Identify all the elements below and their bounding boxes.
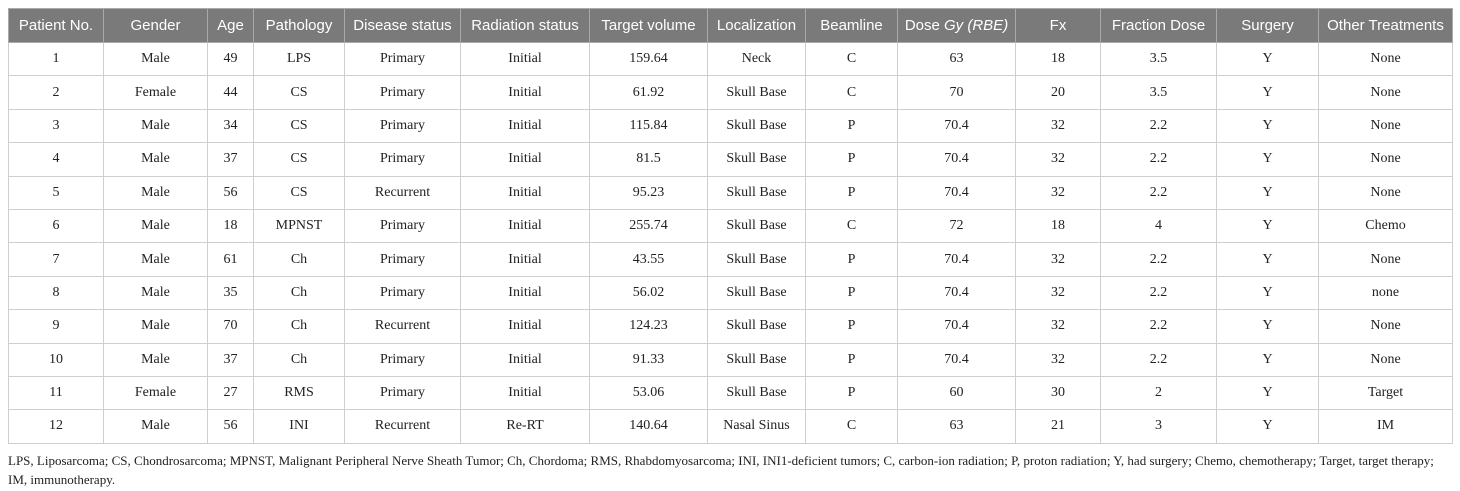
cell-radiation-status: Initial bbox=[461, 376, 590, 409]
cell-age: 56 bbox=[208, 176, 254, 209]
cell-target-volume: 91.33 bbox=[590, 343, 708, 376]
cell-dose: 70.4 bbox=[898, 243, 1016, 276]
cell-dose: 70.4 bbox=[898, 310, 1016, 343]
cell-patient-no: 8 bbox=[9, 276, 104, 309]
cell-dose: 70.4 bbox=[898, 276, 1016, 309]
cell-surgery: Y bbox=[1217, 343, 1319, 376]
cell-fx: 32 bbox=[1016, 276, 1101, 309]
cell-pathology: INI bbox=[254, 410, 345, 443]
cell-target-volume: 95.23 bbox=[590, 176, 708, 209]
cell-localization: Skull Base bbox=[708, 310, 806, 343]
cell-pathology: Ch bbox=[254, 243, 345, 276]
table-row bbox=[9, 243, 1453, 276]
cell-fraction-dose: 2.2 bbox=[1101, 109, 1217, 142]
cell-patient-no: 3 bbox=[9, 109, 104, 142]
table-row bbox=[9, 76, 1453, 109]
cell-disease-status: Primary bbox=[345, 109, 461, 142]
cell-dose: 70.4 bbox=[898, 143, 1016, 176]
table-row bbox=[9, 276, 1453, 309]
table-footnote: LPS, Liposarcoma; CS, Chondrosarcoma; MPNST, Malignant Peripheral Nerve Sheath Tumor; Ch, Chordoma; RMS, Rhabdomyosarcoma; INI, INI1-deficient tumors; C, carbon-ion radiation; P, proton radiation; Y, had surgery; Chemo, chemotherapy; Target, target therapy; IM, immunotherapy. bbox=[8, 452, 1434, 487]
cell-pathology: Ch bbox=[254, 276, 345, 309]
cell-gender: Male bbox=[104, 143, 208, 176]
cell-localization: Nasal Sinus bbox=[708, 410, 806, 443]
cell-fraction-dose: 2.2 bbox=[1101, 276, 1217, 309]
cell-gender: Male bbox=[104, 410, 208, 443]
cell-fraction-dose: 2.2 bbox=[1101, 310, 1217, 343]
cell-surgery: Y bbox=[1217, 209, 1319, 242]
cell-age: 37 bbox=[208, 143, 254, 176]
cell-surgery: Y bbox=[1217, 276, 1319, 309]
cell-beamline: P bbox=[806, 276, 898, 309]
cell-fx: 30 bbox=[1016, 376, 1101, 409]
cell-surgery: Y bbox=[1217, 310, 1319, 343]
table-row bbox=[9, 143, 1453, 176]
cell-gender: Male bbox=[104, 276, 208, 309]
cell-other-treatments: IM bbox=[1319, 410, 1453, 443]
header-radiation-status: Radiation status bbox=[461, 9, 590, 43]
cell-dose: 72 bbox=[898, 209, 1016, 242]
header-fraction-dose: Fraction Dose bbox=[1101, 9, 1217, 43]
header-patient-no: Patient No. bbox=[9, 9, 104, 43]
cell-patient-no: 2 bbox=[9, 76, 104, 109]
cell-gender: Male bbox=[104, 43, 208, 76]
cell-disease-status: Primary bbox=[345, 376, 461, 409]
cell-disease-status: Primary bbox=[345, 143, 461, 176]
cell-radiation-status: Initial bbox=[461, 343, 590, 376]
header-fx: Fx bbox=[1016, 9, 1101, 43]
cell-fx: 32 bbox=[1016, 243, 1101, 276]
cell-radiation-status: Initial bbox=[461, 176, 590, 209]
cell-gender: Female bbox=[104, 376, 208, 409]
cell-patient-no: 4 bbox=[9, 143, 104, 176]
table-row bbox=[9, 209, 1453, 242]
table-header-row bbox=[9, 9, 1453, 43]
cell-target-volume: 61.92 bbox=[590, 76, 708, 109]
cell-patient-no: 5 bbox=[9, 176, 104, 209]
cell-fx: 18 bbox=[1016, 43, 1101, 76]
cell-localization: Skull Base bbox=[708, 343, 806, 376]
cell-pathology: MPNST bbox=[254, 209, 345, 242]
cell-dose: 63 bbox=[898, 43, 1016, 76]
cell-pathology: CS bbox=[254, 109, 345, 142]
cell-radiation-status: Initial bbox=[461, 76, 590, 109]
cell-age: 49 bbox=[208, 43, 254, 76]
cell-other-treatments: none bbox=[1319, 276, 1453, 309]
cell-target-volume: 140.64 bbox=[590, 410, 708, 443]
cell-dose: 70.4 bbox=[898, 176, 1016, 209]
cell-other-treatments: None bbox=[1319, 143, 1453, 176]
cell-radiation-status: Initial bbox=[461, 310, 590, 343]
cell-beamline: P bbox=[806, 243, 898, 276]
cell-patient-no: 11 bbox=[9, 376, 104, 409]
cell-fx: 32 bbox=[1016, 176, 1101, 209]
header-age: Age bbox=[208, 9, 254, 43]
table-row bbox=[9, 410, 1453, 443]
cell-other-treatments: None bbox=[1319, 343, 1453, 376]
cell-dose: 70.4 bbox=[898, 109, 1016, 142]
cell-radiation-status: Initial bbox=[461, 143, 590, 176]
cell-surgery: Y bbox=[1217, 43, 1319, 76]
header-other-treatments: Other Treatments bbox=[1319, 9, 1453, 43]
cell-age: 70 bbox=[208, 310, 254, 343]
cell-beamline: C bbox=[806, 410, 898, 443]
cell-gender: Female bbox=[104, 76, 208, 109]
cell-pathology: Ch bbox=[254, 343, 345, 376]
cell-fraction-dose: 2.2 bbox=[1101, 143, 1217, 176]
cell-gender: Male bbox=[104, 109, 208, 142]
cell-gender: Male bbox=[104, 310, 208, 343]
cell-age: 37 bbox=[208, 343, 254, 376]
cell-disease-status: Primary bbox=[345, 209, 461, 242]
cell-disease-status: Primary bbox=[345, 343, 461, 376]
cell-gender: Male bbox=[104, 209, 208, 242]
cell-gender: Male bbox=[104, 176, 208, 209]
cell-beamline: P bbox=[806, 143, 898, 176]
cell-beamline: C bbox=[806, 43, 898, 76]
cell-target-volume: 255.74 bbox=[590, 209, 708, 242]
cell-dose: 60 bbox=[898, 376, 1016, 409]
cell-beamline: P bbox=[806, 376, 898, 409]
header-disease-status: Disease status bbox=[345, 9, 461, 43]
header-dose-unit: Gy (RBE) bbox=[944, 17, 1009, 34]
cell-disease-status: Primary bbox=[345, 43, 461, 76]
cell-other-treatments: None bbox=[1319, 76, 1453, 109]
cell-fraction-dose: 2.2 bbox=[1101, 176, 1217, 209]
cell-disease-status: Primary bbox=[345, 276, 461, 309]
cell-beamline: P bbox=[806, 343, 898, 376]
cell-target-volume: 53.06 bbox=[590, 376, 708, 409]
cell-localization: Neck bbox=[708, 43, 806, 76]
cell-disease-status: Recurrent bbox=[345, 310, 461, 343]
cell-pathology: LPS bbox=[254, 43, 345, 76]
table-row bbox=[9, 310, 1453, 343]
cell-disease-status: Primary bbox=[345, 76, 461, 109]
cell-age: 61 bbox=[208, 243, 254, 276]
cell-surgery: Y bbox=[1217, 176, 1319, 209]
header-beamline: Beamline bbox=[806, 9, 898, 43]
cell-patient-no: 7 bbox=[9, 243, 104, 276]
cell-other-treatments: None bbox=[1319, 310, 1453, 343]
cell-patient-no: 9 bbox=[9, 310, 104, 343]
cell-fraction-dose: 3 bbox=[1101, 410, 1217, 443]
cell-radiation-status: Initial bbox=[461, 276, 590, 309]
cell-localization: Skull Base bbox=[708, 209, 806, 242]
cell-target-volume: 81.5 bbox=[590, 143, 708, 176]
cell-patient-no: 10 bbox=[9, 343, 104, 376]
cell-pathology: Ch bbox=[254, 310, 345, 343]
header-gender: Gender bbox=[104, 9, 208, 43]
table-row bbox=[9, 176, 1453, 209]
cell-fx: 18 bbox=[1016, 209, 1101, 242]
cell-dose: 70.4 bbox=[898, 343, 1016, 376]
cell-localization: Skull Base bbox=[708, 243, 806, 276]
table-row bbox=[9, 43, 1453, 76]
cell-pathology: RMS bbox=[254, 376, 345, 409]
cell-other-treatments: None bbox=[1319, 109, 1453, 142]
cell-beamline: C bbox=[806, 209, 898, 242]
cell-localization: Skull Base bbox=[708, 76, 806, 109]
cell-age: 44 bbox=[208, 76, 254, 109]
cell-surgery: Y bbox=[1217, 410, 1319, 443]
cell-beamline: P bbox=[806, 109, 898, 142]
cell-target-volume: 159.64 bbox=[590, 43, 708, 76]
cell-target-volume: 43.55 bbox=[590, 243, 708, 276]
cell-pathology: CS bbox=[254, 143, 345, 176]
header-target-volume: Target volume bbox=[590, 9, 708, 43]
cell-gender: Male bbox=[104, 243, 208, 276]
cell-age: 27 bbox=[208, 376, 254, 409]
cell-patient-no: 1 bbox=[9, 43, 104, 76]
cell-age: 56 bbox=[208, 410, 254, 443]
cell-localization: Skull Base bbox=[708, 276, 806, 309]
cell-other-treatments: Chemo bbox=[1319, 209, 1453, 242]
cell-other-treatments: None bbox=[1319, 43, 1453, 76]
cell-gender: Male bbox=[104, 343, 208, 376]
cell-target-volume: 115.84 bbox=[590, 109, 708, 142]
table-body bbox=[9, 43, 1453, 444]
patient-table bbox=[8, 8, 1453, 444]
cell-age: 18 bbox=[208, 209, 254, 242]
cell-fx: 20 bbox=[1016, 76, 1101, 109]
cell-age: 34 bbox=[208, 109, 254, 142]
cell-radiation-status: Re-RT bbox=[461, 410, 590, 443]
cell-radiation-status: Initial bbox=[461, 43, 590, 76]
cell-localization: Skull Base bbox=[708, 109, 806, 142]
cell-fx: 32 bbox=[1016, 143, 1101, 176]
cell-surgery: Y bbox=[1217, 243, 1319, 276]
cell-surgery: Y bbox=[1217, 376, 1319, 409]
header-dose-label: Dose bbox=[904, 17, 940, 34]
cell-surgery: Y bbox=[1217, 76, 1319, 109]
header-dose bbox=[898, 9, 1016, 43]
cell-patient-no: 12 bbox=[9, 410, 104, 443]
cell-fx: 21 bbox=[1016, 410, 1101, 443]
table-row bbox=[9, 376, 1453, 409]
cell-disease-status: Primary bbox=[345, 243, 461, 276]
cell-disease-status: Recurrent bbox=[345, 176, 461, 209]
table-container bbox=[8, 8, 1452, 489]
header-surgery: Surgery bbox=[1217, 9, 1319, 43]
cell-surgery: Y bbox=[1217, 109, 1319, 142]
header-pathology: Pathology bbox=[254, 9, 345, 43]
cell-localization: Skull Base bbox=[708, 143, 806, 176]
cell-dose: 63 bbox=[898, 410, 1016, 443]
cell-age: 35 bbox=[208, 276, 254, 309]
cell-localization: Skull Base bbox=[708, 376, 806, 409]
cell-fx: 32 bbox=[1016, 109, 1101, 142]
cell-pathology: CS bbox=[254, 176, 345, 209]
cell-target-volume: 124.23 bbox=[590, 310, 708, 343]
cell-localization: Skull Base bbox=[708, 176, 806, 209]
cell-disease-status: Recurrent bbox=[345, 410, 461, 443]
table-row bbox=[9, 109, 1453, 142]
header-localization: Localization bbox=[708, 9, 806, 43]
cell-patient-no: 6 bbox=[9, 209, 104, 242]
cell-fx: 32 bbox=[1016, 310, 1101, 343]
cell-other-treatments: None bbox=[1319, 243, 1453, 276]
cell-dose: 70 bbox=[898, 76, 1016, 109]
cell-fx: 32 bbox=[1016, 343, 1101, 376]
cell-fraction-dose: 2.2 bbox=[1101, 343, 1217, 376]
cell-radiation-status: Initial bbox=[461, 109, 590, 142]
cell-target-volume: 56.02 bbox=[590, 276, 708, 309]
cell-fraction-dose: 2.2 bbox=[1101, 243, 1217, 276]
cell-fraction-dose: 2 bbox=[1101, 376, 1217, 409]
cell-radiation-status: Initial bbox=[461, 243, 590, 276]
cell-other-treatments: None bbox=[1319, 176, 1453, 209]
cell-surgery: Y bbox=[1217, 143, 1319, 176]
cell-fraction-dose: 3.5 bbox=[1101, 76, 1217, 109]
cell-other-treatments: Target bbox=[1319, 376, 1453, 409]
cell-pathology: CS bbox=[254, 76, 345, 109]
cell-radiation-status: Initial bbox=[461, 209, 590, 242]
cell-fraction-dose: 4 bbox=[1101, 209, 1217, 242]
cell-beamline: C bbox=[806, 76, 898, 109]
table-row bbox=[9, 343, 1453, 376]
cell-beamline: P bbox=[806, 176, 898, 209]
cell-fraction-dose: 3.5 bbox=[1101, 43, 1217, 76]
cell-beamline: P bbox=[806, 310, 898, 343]
